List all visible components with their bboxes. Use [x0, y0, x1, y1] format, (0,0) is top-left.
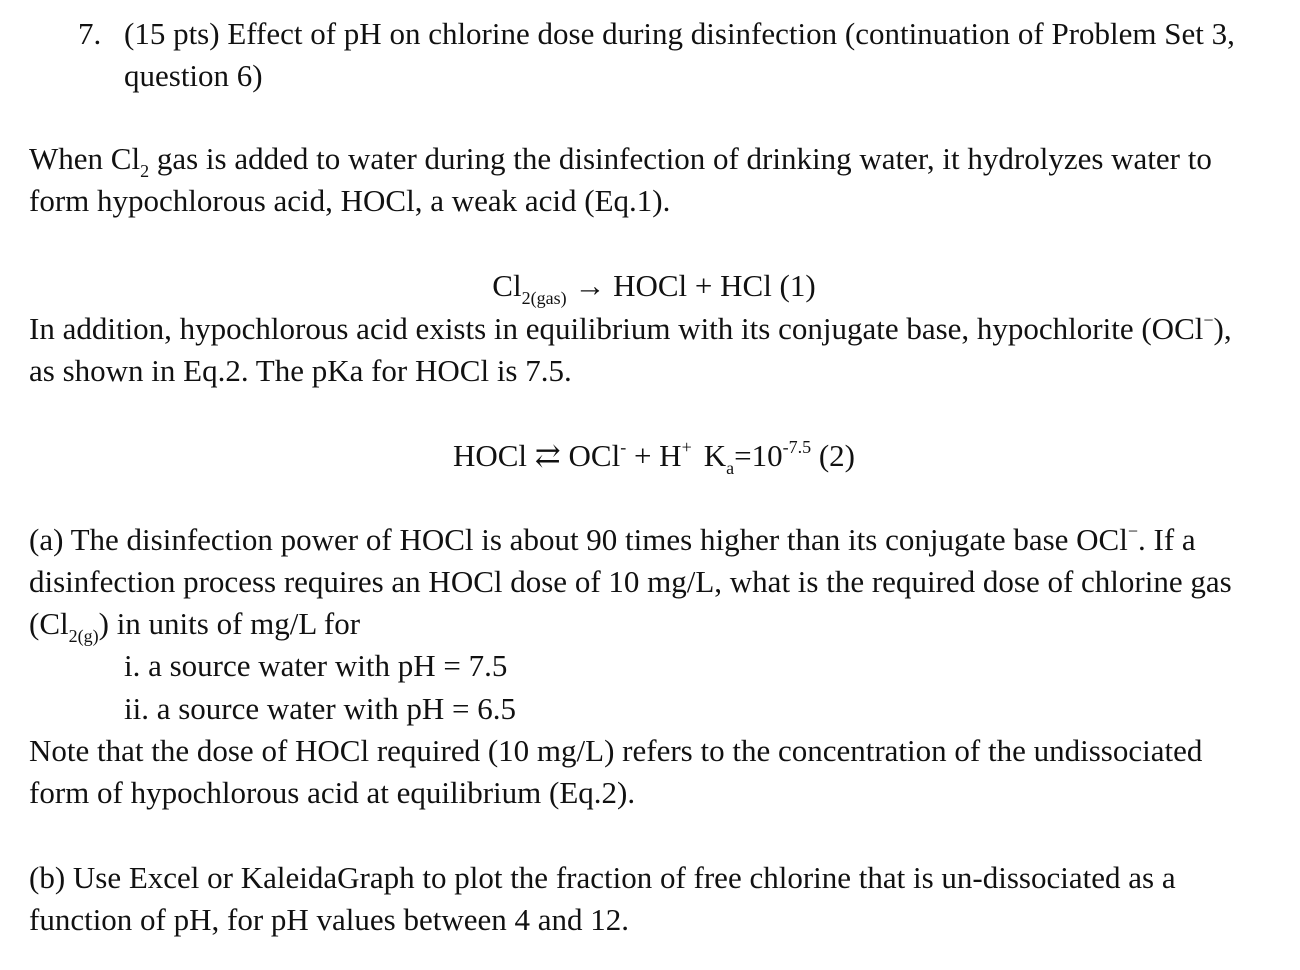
equation-1: $Cl_{2(gas)}$ → HOCl + HCl (1)	[492, 268, 816, 308]
part-b-line-1: (b) Use Excel or KaleidaGraph to plot the fraction of free chlorine that is un-dissociated as a	[29, 860, 1176, 895]
intro-line-2: form hypochlorous acid, HOCl, a weak acid (Eq.1).	[29, 183, 671, 218]
intro-line-1: When $Cl_2$ gas is added to water during the disinfection of drinking water, it hydrolyzes water to	[29, 141, 1212, 181]
part-a-line-1: (a) The disinfection power of HOCl is about 90 times higher than its conjugate base OCl−. If a	[29, 521, 1196, 557]
part-a-item-1: i. a source water with pH = 7.5	[124, 648, 508, 683]
equilibrium-line-2: as shown in Eq.2. The pKa for HOCl is 7.5.	[29, 353, 572, 388]
problem-title-line-2: question 6)	[124, 58, 263, 93]
part-a-note-line-2: form of hypochlorous acid at equilibrium (Eq.2).	[29, 775, 636, 810]
part-a-item-2: ii. a source water with pH = 6.5	[124, 691, 516, 726]
part-a-line-2: disinfection process requires an HOCl dose of 10 mg/L, what is the required dose of chlorine gas	[29, 564, 1232, 599]
part-a-note-line-1: Note that the dose of HOCl required (10 mg/L) refers to the concentration of the undissociated	[29, 733, 1203, 768]
problem-title-line-1: (15 pts) Effect of pH on chlorine dose during disinfection (continuation of Problem Set 3,	[124, 16, 1235, 51]
equation-2: HOCl ⇄ OCl- + H+ $K_a=10^{-7.5}$ (2)	[452, 437, 856, 478]
equilibrium-line-1: In addition, hypochlorous acid exists in equilibrium with its conjugate base, hypochlorite (OCl−),	[29, 310, 1232, 346]
part-b-line-2: function of pH, for pH values between 4 and 12.	[29, 902, 630, 937]
part-a-line-3: $(Cl_{2(g)})$ in units of mg/L for	[29, 606, 361, 646]
problem-number: 7.	[78, 16, 102, 51]
